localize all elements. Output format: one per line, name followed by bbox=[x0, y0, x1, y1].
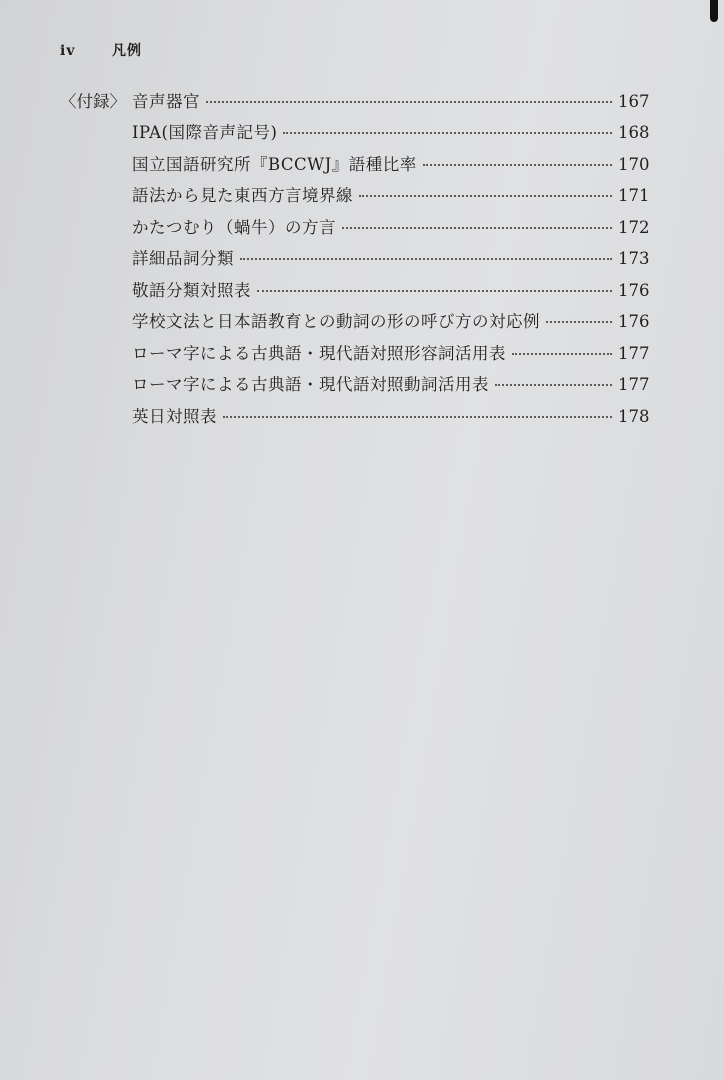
dot-leader bbox=[283, 132, 612, 134]
dot-leader bbox=[257, 290, 612, 292]
toc-entry-title: 学校文法と日本語教育との動詞の形の呼び方の対応例 bbox=[132, 312, 540, 332]
toc-entry-title: ローマ字による古典語・現代語対照形容詞活用表 bbox=[132, 343, 506, 363]
toc-entry-title: 英日対照表 bbox=[132, 406, 217, 426]
toc-entry-title: IPA(国際音声記号) bbox=[132, 123, 278, 143]
toc-entry[interactable] bbox=[132, 245, 648, 269]
toc-entry-title: 語法から見た東西方言境界線 bbox=[132, 186, 353, 206]
toc-entry-page: 177 bbox=[618, 375, 650, 395]
toc-entry[interactable] bbox=[132, 340, 648, 364]
toc-row bbox=[60, 84, 648, 116]
toc-row bbox=[60, 399, 648, 431]
dot-leader bbox=[359, 195, 612, 197]
table-of-contents bbox=[60, 84, 648, 431]
toc-entry-title: 詳細品詞分類 bbox=[132, 249, 234, 269]
toc-entry-title: 音声器官 bbox=[132, 91, 200, 111]
toc-entry-page: 168 bbox=[618, 123, 650, 143]
toc-entry-page: 177 bbox=[618, 343, 650, 363]
dot-leader bbox=[495, 384, 612, 386]
toc-entry[interactable] bbox=[132, 182, 648, 206]
toc-entry-page: 171 bbox=[618, 186, 650, 206]
toc-entry[interactable] bbox=[132, 403, 648, 427]
toc-entry-title: かたつむり（蝸牛）の方言 bbox=[132, 217, 336, 237]
running-head bbox=[60, 40, 142, 60]
toc-section-label: 〈付録〉 bbox=[60, 91, 126, 111]
toc-entry[interactable] bbox=[132, 277, 648, 301]
toc-entry-page: 176 bbox=[618, 280, 650, 300]
dot-leader bbox=[240, 258, 612, 260]
toc-entry-page: 173 bbox=[618, 249, 650, 269]
toc-entry-page: 167 bbox=[618, 91, 650, 111]
toc-entry-page: 172 bbox=[618, 217, 650, 237]
toc-row bbox=[60, 116, 648, 148]
toc-row bbox=[60, 242, 648, 274]
dot-leader bbox=[223, 416, 612, 418]
toc-entry-page: 178 bbox=[618, 406, 650, 426]
dot-leader bbox=[206, 101, 612, 103]
toc-row bbox=[60, 273, 648, 305]
toc-entry[interactable] bbox=[132, 371, 648, 395]
toc-entry[interactable] bbox=[132, 151, 648, 175]
toc-entry[interactable] bbox=[132, 88, 648, 112]
toc-entry-page: 170 bbox=[618, 154, 650, 174]
toc-entry[interactable] bbox=[132, 119, 648, 143]
dot-leader bbox=[342, 227, 612, 229]
toc-entry-title: 国立国語研究所『BCCWJ』語種比率 bbox=[132, 154, 417, 174]
toc-entry-page: 176 bbox=[618, 312, 650, 332]
running-head-title: 凡例 bbox=[112, 43, 142, 59]
toc-row bbox=[60, 210, 648, 242]
dot-leader bbox=[512, 353, 612, 355]
toc-row bbox=[60, 179, 648, 211]
toc-entry[interactable] bbox=[132, 308, 648, 332]
dot-leader bbox=[423, 164, 612, 166]
toc-entry-title: 敬語分類対照表 bbox=[132, 280, 251, 300]
toc-row bbox=[60, 336, 648, 368]
toc-entry-title: ローマ字による古典語・現代語対照動詞活用表 bbox=[132, 375, 489, 395]
dot-leader bbox=[546, 321, 612, 323]
page-edge-mark bbox=[710, 0, 718, 22]
page-folio: iv bbox=[60, 43, 76, 59]
toc-entry[interactable] bbox=[132, 214, 648, 238]
toc-row bbox=[60, 368, 648, 400]
toc-row bbox=[60, 147, 648, 179]
toc-row bbox=[60, 305, 648, 337]
